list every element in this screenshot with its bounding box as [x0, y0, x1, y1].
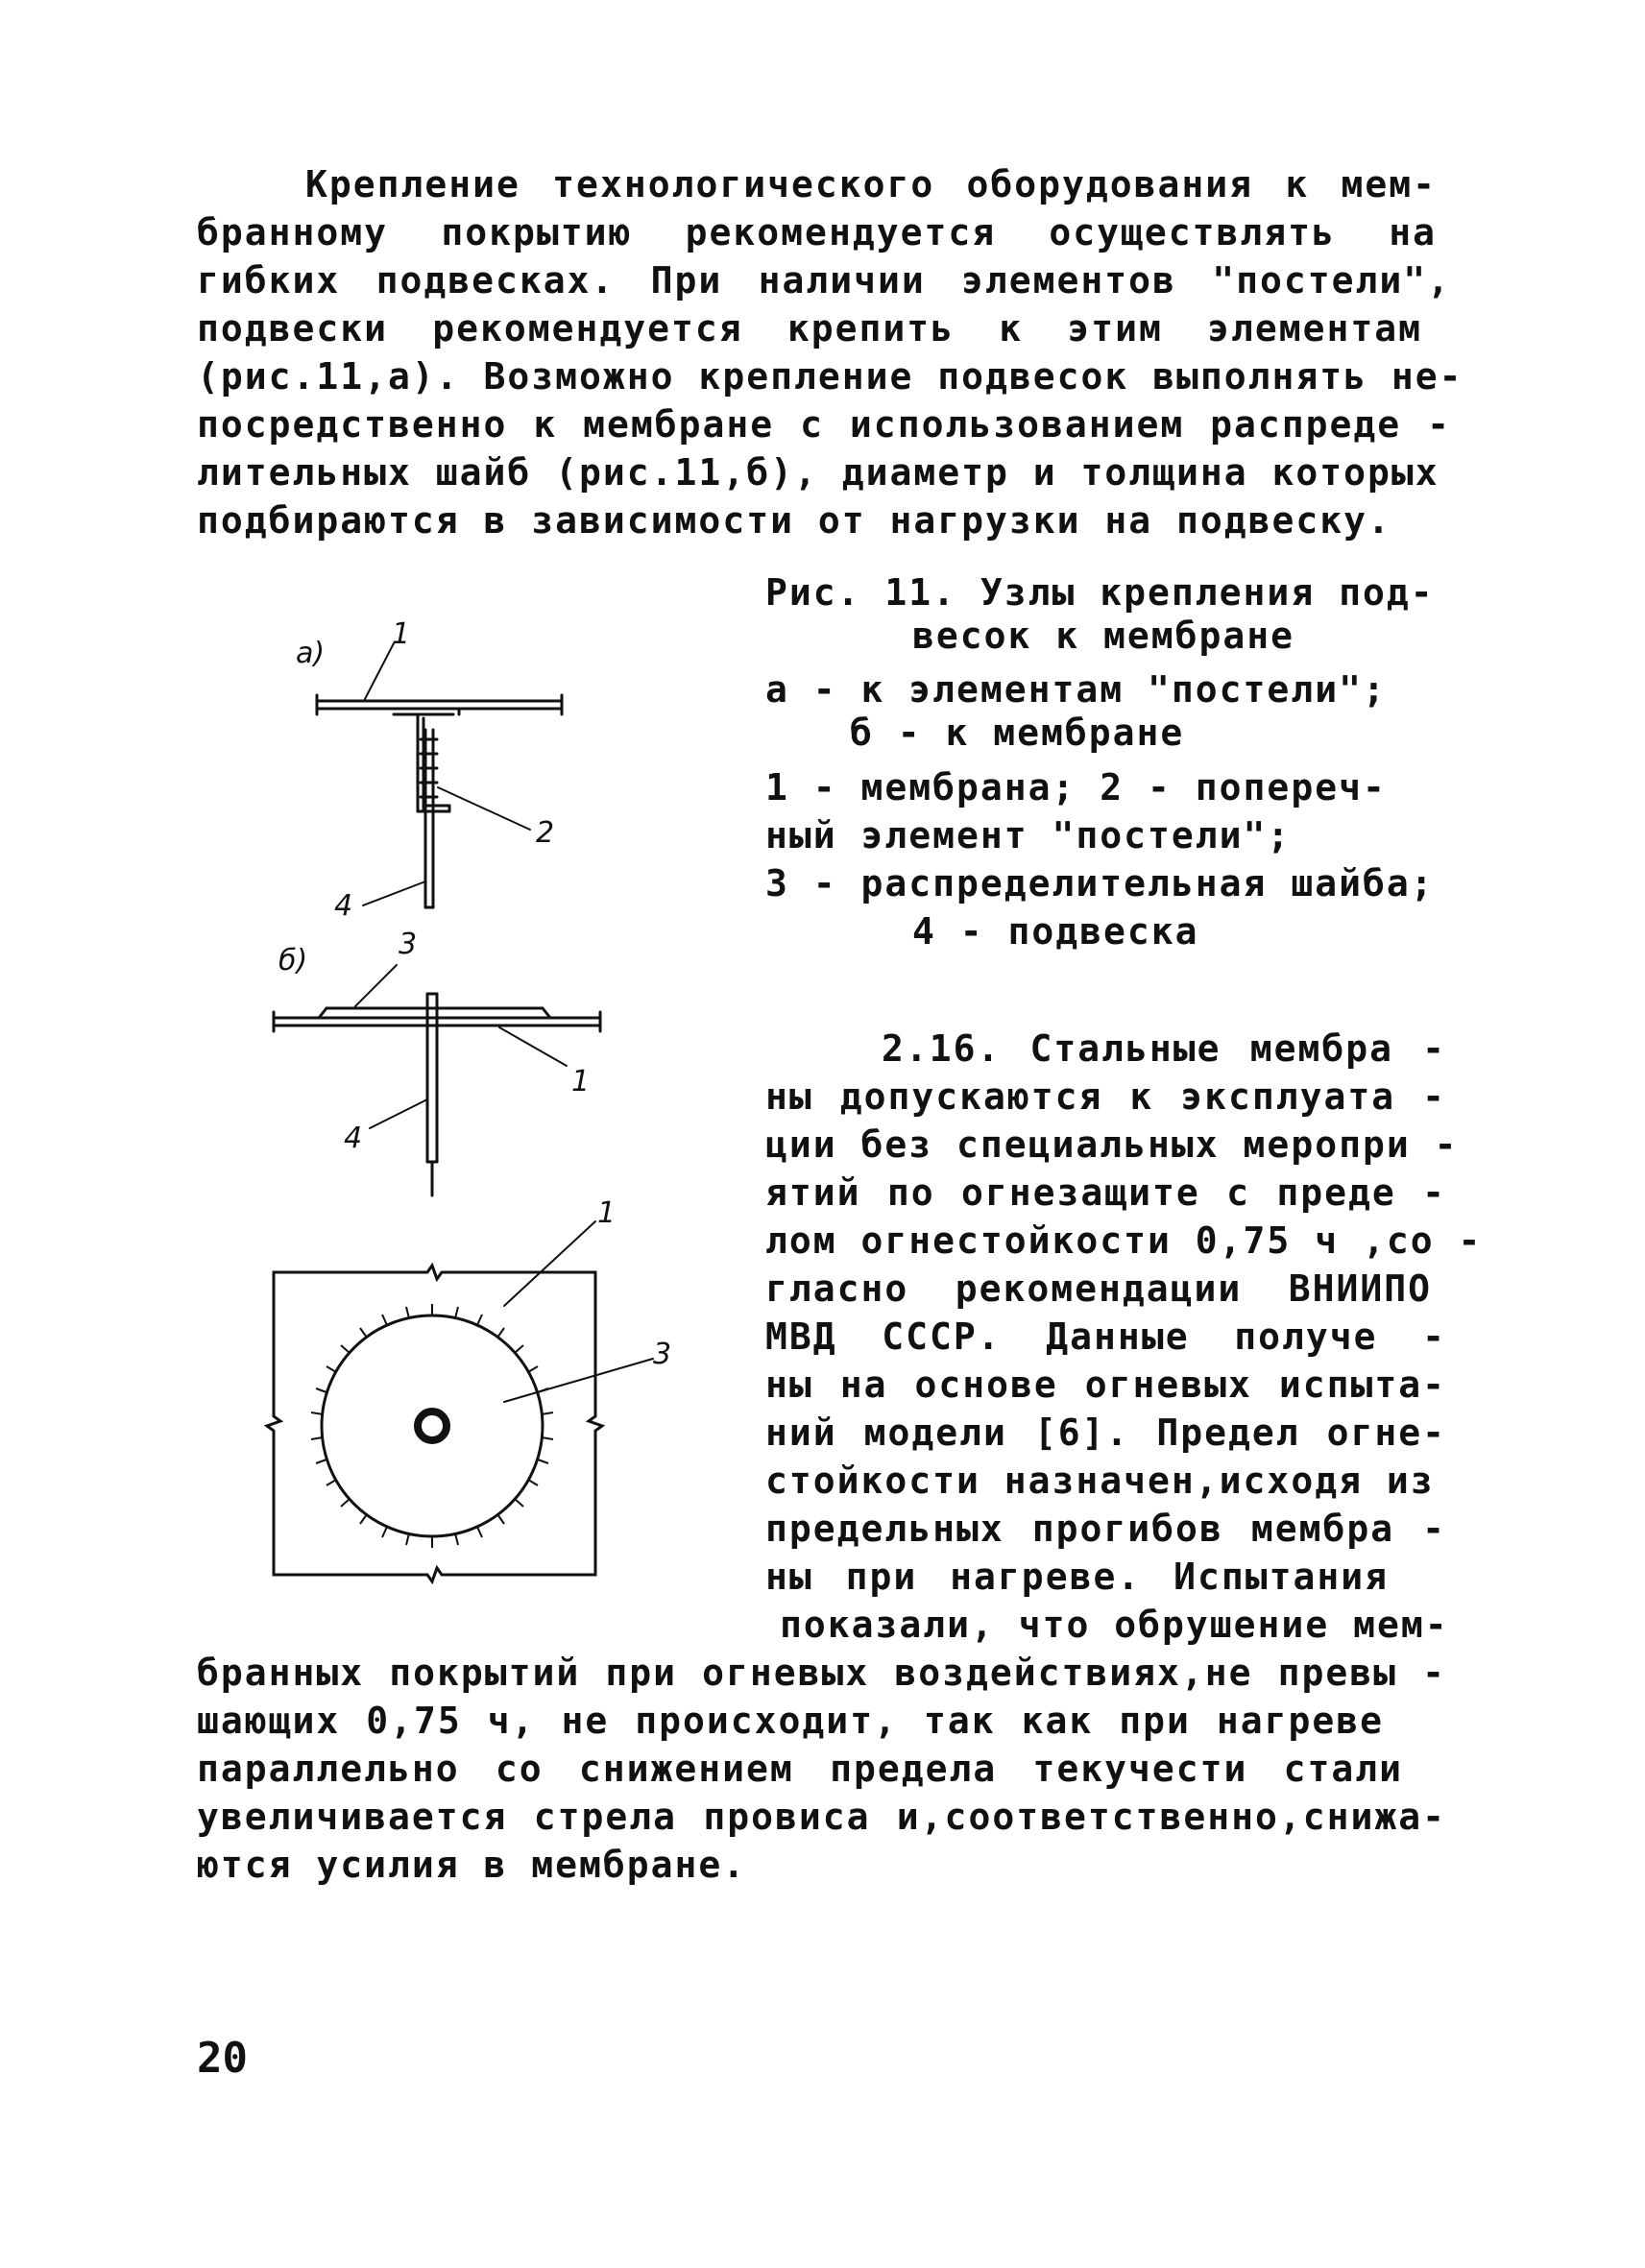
text-line: гибких подвесках. При наличии элементов "постели", [197, 259, 1451, 302]
subfigure-b [274, 965, 600, 1195]
text-line: лительных шайб (рис.11,б), диаметр и толщина которых [197, 451, 1439, 494]
text-line: шающих 0,75 ч, не происходит, так как при нагреве [197, 1700, 1384, 1742]
weld-ticks [311, 1304, 553, 1548]
text-line: показали, что обрушение мем- [780, 1604, 1449, 1646]
text-line: лом огнестойкости 0,75 ч ,со - [765, 1219, 1483, 1262]
text-line: бранных покрытий при огневых воздействиях,не превы - [197, 1652, 1446, 1694]
caption-variant-a: а - к элементам "постели"; [765, 668, 1387, 711]
caption-legend: ный элемент "постели"; [765, 814, 1292, 857]
fastening-figure [250, 615, 711, 1613]
text-line: подвески рекомендуется крепить к этим элементам [197, 307, 1422, 350]
text-line: 2.16. Стальные мембра - [882, 1027, 1446, 1070]
label-1: 1 [571, 1065, 591, 1098]
text-line: бранному покрытию рекомендуется осуществлять на [197, 211, 1437, 253]
text-line: ний модели [6]. Предел огне- [765, 1411, 1446, 1454]
label-a: а) [296, 637, 326, 670]
caption-legend: 4 - подвеска [912, 910, 1199, 953]
subfigure-b-plan [267, 1221, 653, 1581]
text-line: Крепление технологического оборудования к мем- [305, 163, 1437, 205]
subfigure-a [317, 643, 562, 907]
caption-legend: 3 - распределительная шайба; [765, 862, 1435, 905]
text-line: МВД СССР. Данные получе - [765, 1315, 1446, 1358]
text-line: увеличивается стрела провиса и,соответственно,снижа- [197, 1796, 1446, 1838]
text-line: стойкости назначен,исходя из [765, 1460, 1435, 1502]
text-line: ны допускаются к эксплуата - [765, 1075, 1446, 1118]
text-line: (рис.11,а). Возможно крепление подвесок выполнять не- [197, 355, 1464, 398]
label-1: 1 [392, 617, 411, 651]
text-line: ны на основе огневых испыта- [765, 1363, 1446, 1406]
label-4: 4 [334, 889, 353, 923]
text-line: подбираются в зависимости от нагрузки на подвеску. [197, 499, 1391, 542]
label-3: 3 [653, 1338, 672, 1371]
label-2: 2 [536, 816, 555, 850]
text-line: предельных прогибов мембра - [765, 1508, 1446, 1550]
text-line: ции без специальных меропри - [765, 1123, 1459, 1166]
caption-title-cont: весок к мембране [912, 615, 1295, 657]
label-b: б) [278, 944, 308, 977]
label-3: 3 [399, 928, 418, 961]
text-line: ны при нагреве. Испытания [765, 1556, 1389, 1598]
label-1: 1 [597, 1196, 617, 1230]
caption-legend: 1 - мембрана; 2 - попереч- [765, 766, 1387, 808]
caption-title: Рис. 11. Узлы крепления под- [765, 571, 1435, 614]
caption-variant-b: б - к мембране [850, 712, 1185, 754]
page-number: 20 [197, 2034, 248, 2083]
text-line: гласно рекомендации ВНИИПО [765, 1267, 1432, 1310]
text-line: ются усилия в мембране. [197, 1844, 747, 1886]
text-line: посредственно к мембране с использованием распреде - [197, 403, 1451, 446]
label-4: 4 [344, 1122, 363, 1155]
text-line: параллельно со снижением предела текучести стали [197, 1748, 1403, 1790]
text-line: ятий по огнезащите с преде - [765, 1171, 1446, 1214]
